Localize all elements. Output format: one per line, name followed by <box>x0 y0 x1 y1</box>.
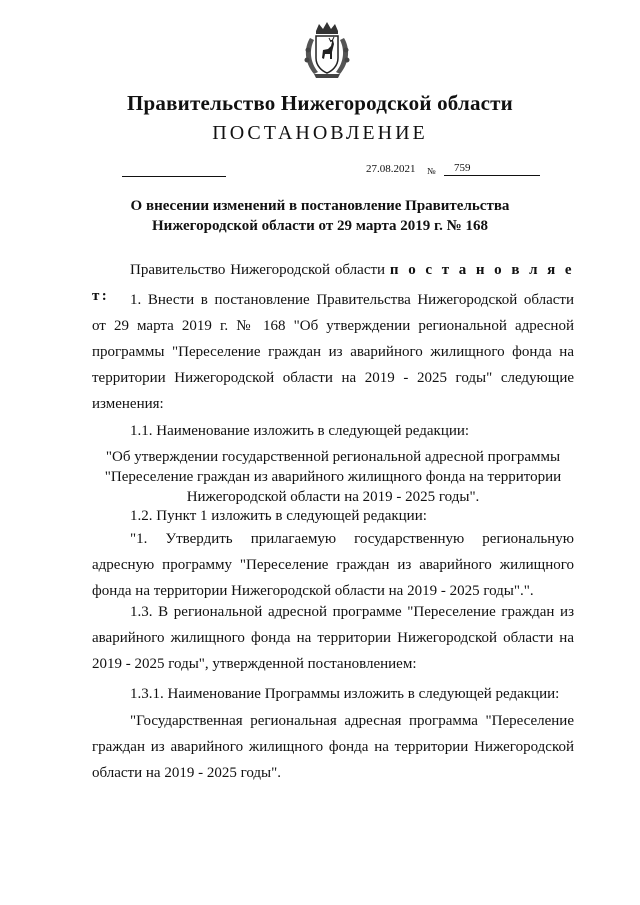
blank-line <box>122 176 226 177</box>
quote-line-3: Нижегородской области на 2019 - 2025 годы". <box>186 489 480 505</box>
document-number: 759 <box>444 162 540 176</box>
document-type: ПОСТАНОВЛЕНИЕ <box>212 122 428 144</box>
paragraph-1-3-1: 1.3.1. Наименование Программы изложить в следующей редакции: <box>130 686 560 702</box>
quote-line-1: "Об утверждении государственной региональной адресной программы <box>105 449 561 465</box>
coat-of-arms-icon <box>302 22 352 80</box>
document-date: 27.08.2021 <box>366 163 416 175</box>
government-name: Правительство Нижегородской области <box>127 91 513 115</box>
intro-text: Правительство Нижегородской области <box>130 262 390 278</box>
title-line-1: О внесении изменений в постановление Правительства <box>130 198 510 214</box>
document-title <box>100 196 540 236</box>
paragraph-1-2-quote: "1. Утвердить прилагаемую государственную региональную адресную программу "Переселение граждан из аварийного жилищного фонда на территории Нижегородской области на 2019 - 2025 годы".". <box>92 531 574 599</box>
paragraph-1-2: 1.2. Пункт 1 изложить в следующей редакции: <box>130 508 427 524</box>
number-sign: № <box>427 166 436 176</box>
paragraph-1-1-quote <box>92 447 574 507</box>
paragraph-1: 1. Внести в постановление Правительства Нижегородской области от 29 марта 2019 г. № 168 "Об утверждении региональной адресной программы "Переселение граждан из аварийного жилищного фонда на территории Нижегородской области на 2019 - 2025 годы" следующие изменения: <box>92 292 574 412</box>
paragraph-1-3-1-quote: "Государственная региональная адресная программа "Переселение граждан из аварийного жилищного фонда на территории Нижегородской области на 2019 - 2025 годы". <box>92 713 574 781</box>
quote-line-2: "Переселение граждан из аварийного жилищного фонда на территории <box>104 469 562 485</box>
title-line-2: Нижегородской области от 29 марта 2019 г. № 168 <box>152 218 488 234</box>
paragraph-1-3: 1.3. В региональной адресной программе "Переселение граждан из аварийного жилищного фонда на территории Нижегородской области на 2019 - 2025 годы", утвержденной постановлением: <box>92 604 574 672</box>
paragraph-1-1: 1.1. Наименование изложить в следующей редакции: <box>130 423 470 439</box>
intro-action: п о с т а н о в л я е т: <box>92 262 574 304</box>
